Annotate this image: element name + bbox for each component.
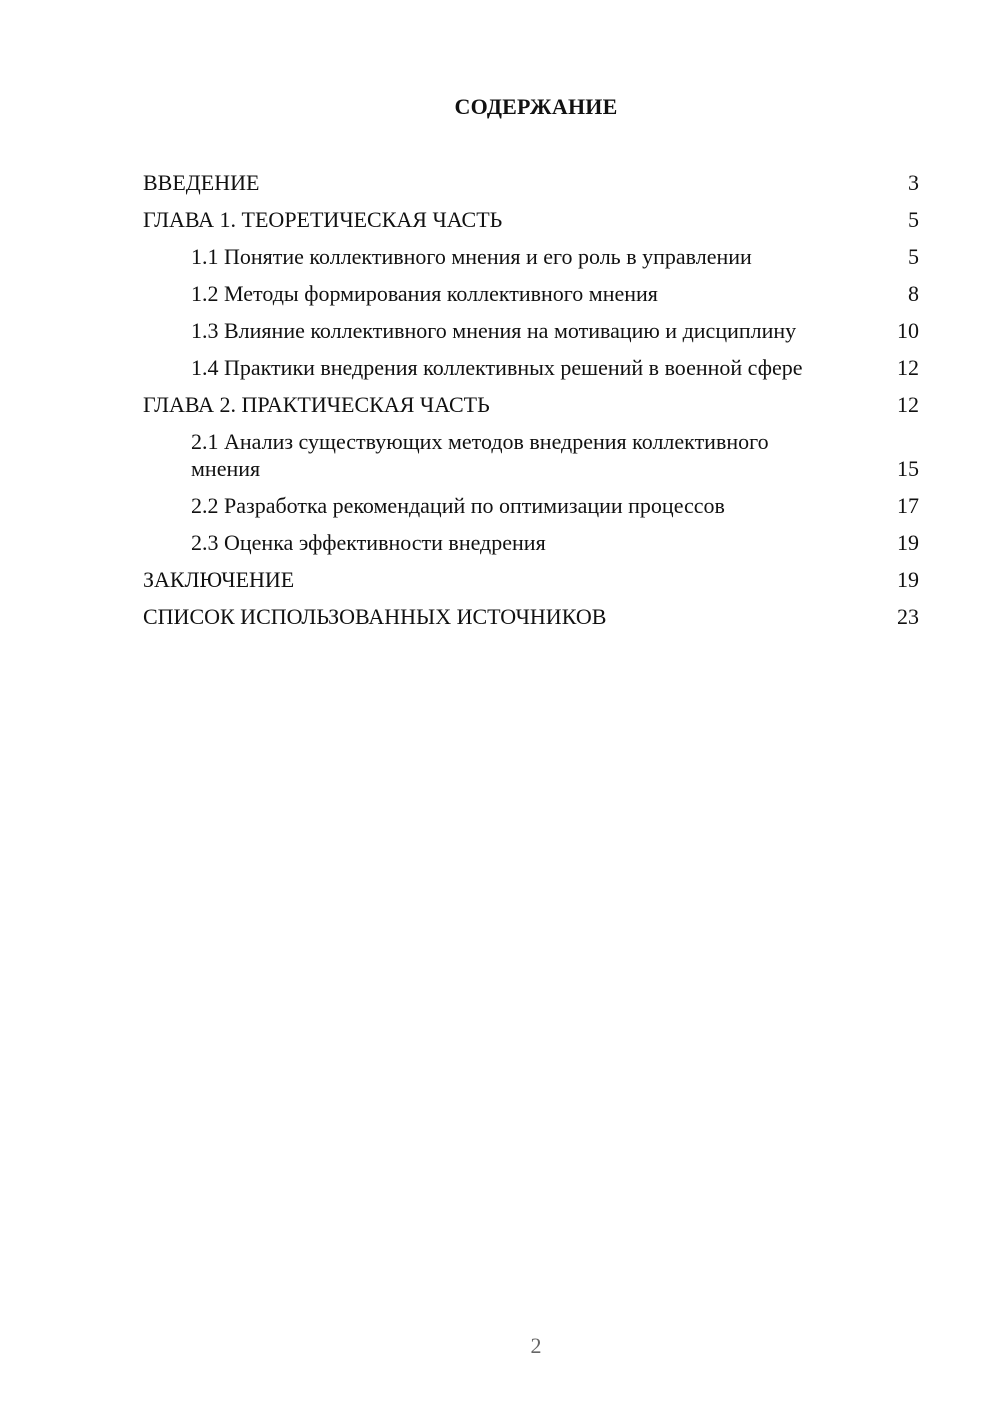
toc-entry-page: 23	[897, 604, 919, 629]
toc-entry-page: 8	[908, 281, 919, 306]
toc-entry	[143, 428, 919, 482]
toc-entry-page: 17	[897, 493, 919, 518]
toc-entry	[143, 354, 919, 381]
toc-entry-page: 5	[908, 244, 919, 269]
toc-entry-page: 19	[897, 567, 919, 592]
toc-entry	[143, 566, 919, 593]
toc-entry-title: ЗАКЛЮЧЕНИЕ	[143, 567, 295, 592]
toc-entry-title: 1.3 Влияние коллективного мнения на мотивацию и дисциплину	[191, 318, 797, 343]
toc-entry	[143, 529, 919, 556]
toc-entry-page: 10	[897, 318, 919, 343]
toc-entry-title: 2.1 Анализ существующих методов внедрения коллективного мнения	[191, 429, 769, 481]
toc-entry-page: 15	[897, 456, 919, 481]
toc-entry	[143, 317, 919, 344]
toc-entry-title: ГЛАВА 1. ТЕОРЕТИЧЕСКАЯ ЧАСТЬ	[143, 207, 503, 232]
toc-entry-page: 3	[908, 170, 919, 195]
toc-entry	[143, 603, 919, 630]
toc-entry-title: 2.2 Разработка рекомендаций по оптимизации процессов	[191, 493, 725, 518]
page-number: 2	[530, 1333, 542, 1358]
toc-entry	[143, 280, 919, 307]
toc-entry-title: 1.2 Методы формирования коллективного мнения	[191, 281, 658, 306]
toc-entry	[143, 206, 919, 233]
toc-entry-page: 12	[897, 392, 919, 417]
toc-entry-title: 2.3 Оценка эффективности внедрения	[191, 530, 546, 555]
toc-entry-title: ВВЕДЕНИЕ	[143, 170, 260, 195]
table-of-contents	[143, 169, 919, 640]
toc-entry-title: 1.4 Практики внедрения коллективных решений в военной сфере	[191, 355, 803, 380]
page-title: СОДЕРЖАНИЕ	[454, 94, 618, 119]
toc-entry	[143, 169, 919, 196]
toc-entry-title: СПИСОК ИСПОЛЬЗОВАННЫХ ИСТОЧНИКОВ	[143, 604, 607, 629]
toc-entry-page: 19	[897, 530, 919, 555]
toc-entry	[143, 492, 919, 519]
toc-entry-page: 12	[897, 355, 919, 380]
toc-entry	[143, 391, 919, 418]
toc-entry-page: 5	[908, 207, 919, 232]
toc-entry-title: 1.1 Понятие коллективного мнения и его роль в управлении	[191, 244, 752, 269]
toc-entry	[143, 243, 919, 270]
toc-entry-title: ГЛАВА 2. ПРАКТИЧЕСКАЯ ЧАСТЬ	[143, 392, 490, 417]
